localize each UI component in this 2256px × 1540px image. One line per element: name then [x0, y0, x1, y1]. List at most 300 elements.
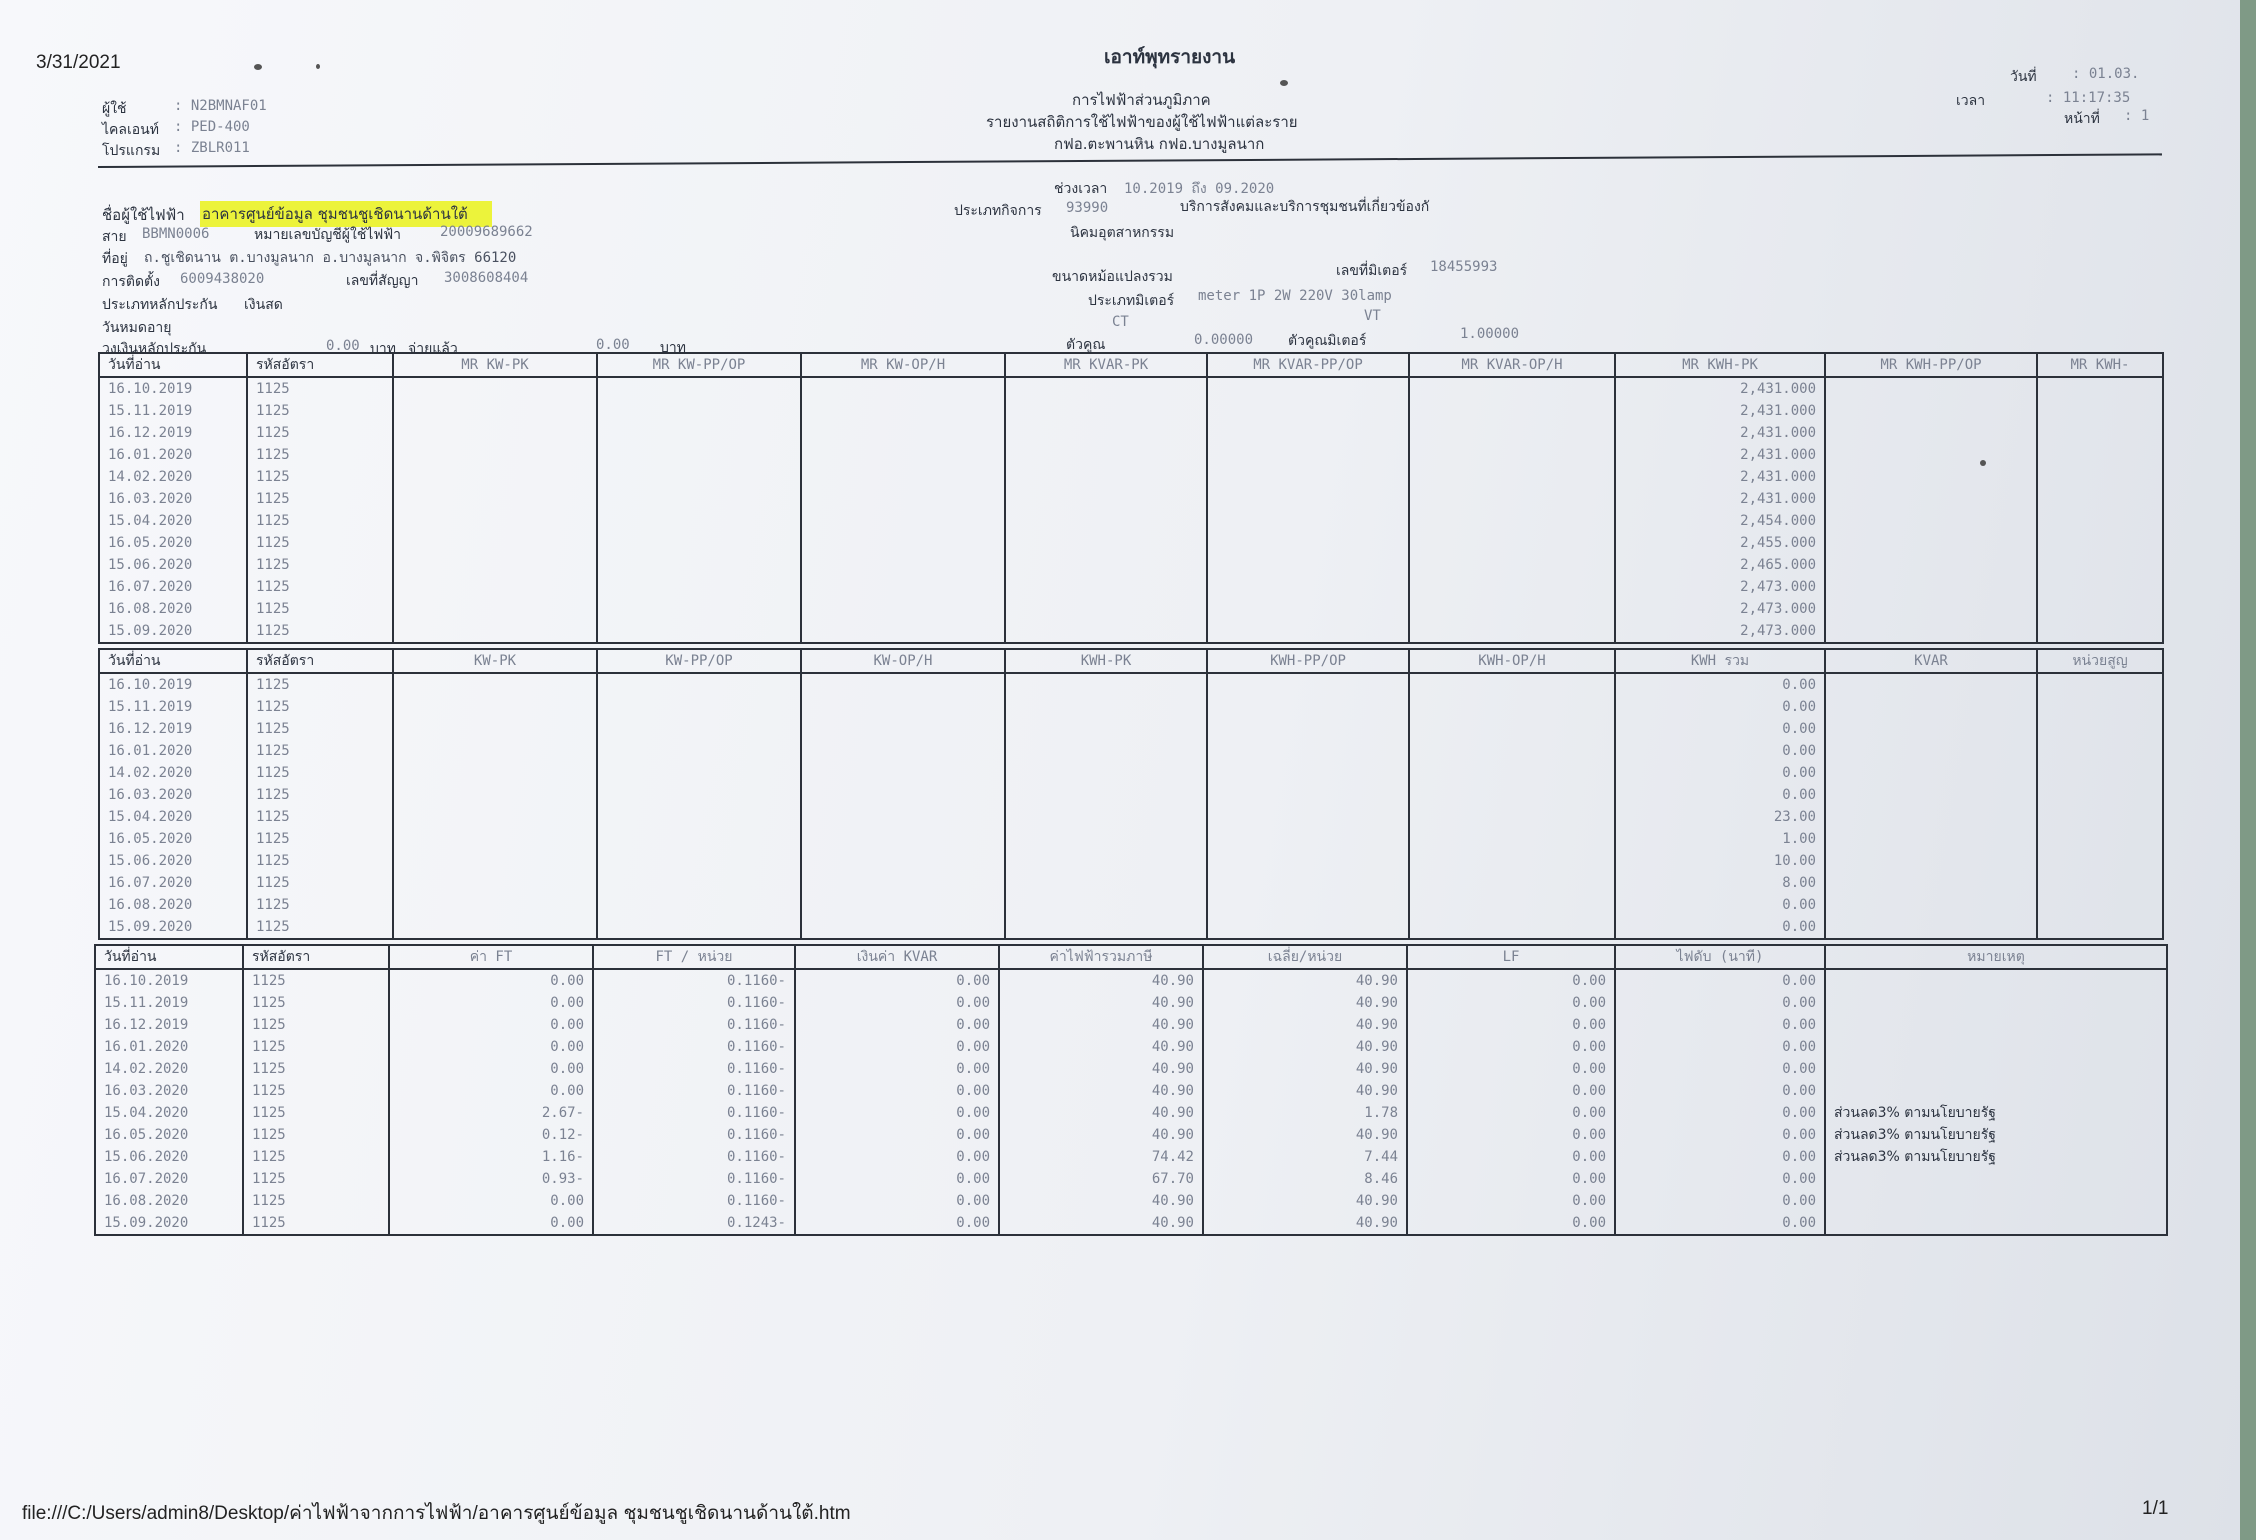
table-cell: 16.03.2020 [95, 1080, 243, 1102]
table-cell: 40.90 [999, 1058, 1203, 1080]
table-cell: 16.07.2020 [99, 872, 247, 894]
table-cell [1825, 916, 2037, 939]
table-cell: 15.06.2020 [95, 1146, 243, 1168]
table-cell: 0.1160- [593, 1190, 795, 1212]
table-cell: 74.42 [999, 1146, 1203, 1168]
table-cell: 0.1160- [593, 1014, 795, 1036]
table-cell [1825, 444, 2037, 466]
table-row [99, 532, 2163, 554]
table-cell [1825, 1080, 2167, 1102]
table-cell: 16.10.2019 [99, 673, 247, 696]
table-row [95, 1212, 2167, 1235]
table-cell [597, 718, 801, 740]
table-cell: 16.05.2020 [99, 828, 247, 850]
table-row [99, 806, 2163, 828]
table-cell: 15.04.2020 [99, 806, 247, 828]
table-cell [1825, 598, 2037, 620]
meter-multiplier-label: ตัวคูณมิเตอร์ [1288, 333, 1367, 349]
table-cell: 0.00 [1407, 1168, 1615, 1190]
table-cell [2037, 718, 2163, 740]
table-cell: ส่วนลด3% ตามนโยบายรัฐ [1825, 1102, 2167, 1124]
column-header: MR KW-PK [393, 353, 597, 377]
table-cell: 0.00 [389, 969, 593, 992]
table-cell [2037, 696, 2163, 718]
table-cell: 0.00 [795, 1212, 999, 1235]
table-cell: 0.00 [1407, 1146, 1615, 1168]
table-cell: 1125 [247, 828, 393, 850]
table-cell: 2,431.000 [1615, 377, 1825, 400]
table-cell: 16.10.2019 [99, 377, 247, 400]
table-cell: 2,454.000 [1615, 510, 1825, 532]
page-label: หน้าที่ [2064, 111, 2100, 127]
table-cell [393, 784, 597, 806]
table-cell [393, 916, 597, 939]
table-row [99, 850, 2163, 872]
time-value: : 11:17:35 [2046, 90, 2131, 106]
table-cell [801, 422, 1005, 444]
table-cell [1005, 598, 1207, 620]
table-cell [1207, 620, 1409, 643]
table-cell: 1.78 [1203, 1102, 1407, 1124]
account-value: 20009689662 [440, 224, 533, 240]
table-cell [801, 894, 1005, 916]
table-cell: 14.02.2020 [99, 466, 247, 488]
table-row [95, 1168, 2167, 1190]
table-cell [801, 510, 1005, 532]
table-cell [1207, 828, 1409, 850]
table-cell [393, 762, 597, 784]
table-cell: 0.00 [1615, 1146, 1825, 1168]
table-cell: 15.09.2020 [99, 916, 247, 939]
table-cell: 16.03.2020 [99, 784, 247, 806]
table-cell: 16.12.2019 [99, 422, 247, 444]
column-header: KWH รวม [1615, 649, 1825, 673]
table-cell: 16.01.2020 [99, 740, 247, 762]
table-cell: 0.00 [1615, 1014, 1825, 1036]
table-cell [2037, 532, 2163, 554]
table-cell [2037, 784, 2163, 806]
table-cell [2037, 422, 2163, 444]
table-cell: 0.00 [1615, 1124, 1825, 1146]
table-cell [1409, 872, 1615, 894]
table-cell [1825, 576, 2037, 598]
table-cell: 1125 [247, 806, 393, 828]
table-cell: 0.00 [1407, 1014, 1615, 1036]
table-cell [801, 673, 1005, 696]
column-header: MR KVAR-PK [1005, 353, 1207, 377]
table-cell: 16.01.2020 [95, 1036, 243, 1058]
table-cell [597, 916, 801, 939]
table-cell [801, 598, 1005, 620]
table-cell: 16.07.2020 [99, 576, 247, 598]
table-cell [1005, 620, 1207, 643]
table-cell: ส่วนลด3% ตามนโยบายรัฐ [1825, 1146, 2167, 1168]
table-cell [393, 576, 597, 598]
table-cell: 0.00 [795, 1124, 999, 1146]
column-header: KVAR [1825, 649, 2037, 673]
table-cell [1207, 444, 1409, 466]
table-cell: 0.00 [795, 1102, 999, 1124]
table-cell [1207, 784, 1409, 806]
table-cell: 0.00 [1615, 1168, 1825, 1190]
table-cell: 1125 [247, 576, 393, 598]
table-cell: 1125 [247, 696, 393, 718]
table-cell: 2,473.000 [1615, 576, 1825, 598]
line-label: สาย [102, 229, 127, 245]
column-header: วันที่อ่าน [99, 353, 247, 377]
table-cell [2037, 554, 2163, 576]
table-cell [801, 718, 1005, 740]
table-cell [393, 806, 597, 828]
table-cell: 15.11.2019 [95, 992, 243, 1014]
table-cell [2037, 466, 2163, 488]
client-value: : PED-400 [174, 119, 250, 135]
table-cell: 0.00 [1615, 992, 1825, 1014]
table-cell: 2,431.000 [1615, 488, 1825, 510]
table-cell: 40.90 [1203, 1190, 1407, 1212]
table-cell: 1125 [247, 718, 393, 740]
ink-mark [254, 64, 262, 70]
table-cell: 15.06.2020 [99, 554, 247, 576]
print-file-path: file:///C:/Users/admin8/Desktop/ค่าไฟฟ้าจากการไฟฟ้า/อาคารศูนย์ข้อมูล ชุมชนชูเชิดนานด้านใต้.htm [22, 1503, 851, 1524]
table-cell [597, 620, 801, 643]
table-cell [1207, 806, 1409, 828]
guarantee-amount-label: วงเงินหลักประกัน [102, 341, 207, 357]
table-cell [393, 718, 597, 740]
table-cell: 1125 [243, 992, 389, 1014]
table-cell: 0.00 [795, 1036, 999, 1058]
table-cell [393, 532, 597, 554]
table-cell: 2.67- [389, 1102, 593, 1124]
table-cell: 1125 [243, 1212, 389, 1235]
table-cell [1005, 532, 1207, 554]
column-header: รหัสอัตรา [247, 649, 393, 673]
table-cell: 0.1160- [593, 1168, 795, 1190]
table-cell: 1125 [247, 673, 393, 696]
table-cell: 1125 [243, 1058, 389, 1080]
table-cell: 40.90 [999, 1080, 1203, 1102]
table-cell: 0.00 [1615, 1212, 1825, 1235]
table-row [99, 377, 2163, 400]
table-cell: 40.90 [1203, 969, 1407, 992]
table-cell [1409, 740, 1615, 762]
table-cell: 0.00 [1615, 696, 1825, 718]
column-header: MR KVAR-PP/OP [1207, 353, 1409, 377]
table-cell: 0.12- [389, 1124, 593, 1146]
table-cell: 0.1160- [593, 1102, 795, 1124]
table-row [95, 969, 2167, 992]
ct-label: CT [1112, 314, 1129, 330]
ink-mark [316, 64, 320, 69]
table-cell [1207, 872, 1409, 894]
period-value: 10.2019 ถึง 09.2020 [1124, 181, 1275, 197]
program-label: โปรแกรม [102, 143, 161, 159]
table-cell [1207, 554, 1409, 576]
table-cell [2037, 673, 2163, 696]
energy-usage-table [98, 648, 2164, 940]
table-cell: 0.00 [389, 1190, 593, 1212]
table-cell: 14.02.2020 [95, 1058, 243, 1080]
table-cell: 16.12.2019 [99, 718, 247, 740]
table-cell: 1125 [247, 894, 393, 916]
table-cell: 1125 [247, 598, 393, 620]
column-header: KW-OP/H [801, 649, 1005, 673]
table-cell [1409, 916, 1615, 939]
table-cell [2037, 850, 2163, 872]
table-cell: 2,431.000 [1615, 466, 1825, 488]
multiplier-label: ตัวคูณ [1066, 337, 1106, 353]
column-header: ค่า FT [389, 945, 593, 969]
table-cell [801, 400, 1005, 422]
table-cell [1825, 422, 2037, 444]
table-cell: 1125 [243, 1124, 389, 1146]
table-cell: 1125 [247, 620, 393, 643]
table-cell [1207, 718, 1409, 740]
table-cell: 1125 [243, 1168, 389, 1190]
table-cell [2037, 510, 2163, 532]
table-row [99, 718, 2163, 740]
column-header: วันที่อ่าน [95, 945, 243, 969]
table-cell [2037, 916, 2163, 939]
table-cell [1825, 620, 2037, 643]
table-cell [801, 762, 1005, 784]
branch-name: กฟอ.ตะพานหิน กฟอ.บางมูลนาก [1054, 135, 1265, 153]
table-row [99, 620, 2163, 643]
table-cell [597, 532, 801, 554]
table-cell: 0.00 [1615, 718, 1825, 740]
table-cell [1005, 488, 1207, 510]
table-cell: 15.09.2020 [95, 1212, 243, 1235]
table-cell: 0.00 [1615, 762, 1825, 784]
table-cell [1825, 488, 2037, 510]
table-cell: 0.00 [389, 1080, 593, 1102]
table-cell [1409, 673, 1615, 696]
table-cell [801, 620, 1005, 643]
table-cell: 0.00 [1407, 1058, 1615, 1080]
table-cell: 2,473.000 [1615, 620, 1825, 643]
table-cell [1207, 532, 1409, 554]
table-cell: 40.90 [999, 1102, 1203, 1124]
table-cell: 40.90 [1203, 992, 1407, 1014]
column-header: MR KVAR-OP/H [1409, 353, 1615, 377]
table-cell [1825, 1190, 2167, 1212]
table-cell [597, 444, 801, 466]
table-cell [1825, 1036, 2167, 1058]
table-cell [1825, 466, 2037, 488]
table-cell [597, 828, 801, 850]
table-cell: 0.00 [1407, 1102, 1615, 1124]
column-header: หน่วยสูญ [2037, 649, 2163, 673]
table-cell [1409, 696, 1615, 718]
table-cell [393, 488, 597, 510]
table-cell: 15.09.2020 [99, 620, 247, 643]
table-cell: 0.00 [1407, 1080, 1615, 1102]
table-header-row [99, 649, 2163, 673]
table-cell: 2,431.000 [1615, 400, 1825, 422]
column-header: KWH-PP/OP [1207, 649, 1409, 673]
table-cell [393, 444, 597, 466]
guarantee-amount-value: 0.00 [326, 338, 360, 354]
table-cell: 0.00 [1615, 673, 1825, 696]
table-cell [801, 576, 1005, 598]
table-row [99, 466, 2163, 488]
table-cell [1005, 872, 1207, 894]
table-cell [597, 762, 801, 784]
expire-label: วันหมดอายุ [102, 320, 172, 336]
table-cell: 40.90 [999, 969, 1203, 992]
table-cell [1825, 992, 2167, 1014]
table-cell: ส่วนลด3% ตามนโยบายรัฐ [1825, 1124, 2167, 1146]
meter-type-label: ประเภทมิเตอร์ [1088, 293, 1175, 309]
table-cell [1207, 916, 1409, 939]
table-cell: 40.90 [1203, 1036, 1407, 1058]
table-cell: 0.00 [389, 1058, 593, 1080]
table-cell: 0.00 [1407, 992, 1615, 1014]
table-cell [597, 598, 801, 620]
table-cell: 0.1160- [593, 1080, 795, 1102]
table-cell [1005, 740, 1207, 762]
table-row [99, 488, 2163, 510]
table-cell [597, 784, 801, 806]
table-cell: 0.00 [1615, 740, 1825, 762]
table-row [99, 828, 2163, 850]
table-row [99, 576, 2163, 598]
table-cell: 40.90 [999, 1014, 1203, 1036]
table-cell [1825, 828, 2037, 850]
table-cell: 2,431.000 [1615, 444, 1825, 466]
paid-value: 0.00 [596, 337, 630, 353]
table-cell [801, 784, 1005, 806]
report-name: รายงานสถิติการใช้ไฟฟ้าของผู้ใช้ไฟฟ้าแต่ละราย [986, 113, 1298, 131]
table-row [95, 1124, 2167, 1146]
table-cell: 2,465.000 [1615, 554, 1825, 576]
table-cell: 2,431.000 [1615, 422, 1825, 444]
table-row [99, 894, 2163, 916]
table-cell: 16.05.2020 [99, 532, 247, 554]
install-value: 6009438020 [180, 271, 265, 287]
table-cell: 1125 [243, 1102, 389, 1124]
customer-label: ชื่อผู้ใช้ไฟฟ้า [102, 206, 185, 224]
table-cell [393, 872, 597, 894]
table-row [95, 1036, 2167, 1058]
table-cell [1207, 762, 1409, 784]
table-cell: 0.00 [1615, 916, 1825, 939]
column-header: KWH-OP/H [1409, 649, 1615, 673]
table-cell [393, 620, 597, 643]
table-row [99, 673, 2163, 696]
table-cell: 0.00 [389, 1036, 593, 1058]
transformer-label: ขนาดหม้อแปลงรวม [1052, 269, 1173, 285]
table-cell: 0.1160- [593, 1058, 795, 1080]
meter-no-label: เลขที่มิเตอร์ [1336, 263, 1408, 279]
table-cell [1825, 718, 2037, 740]
table-cell: 15.04.2020 [99, 510, 247, 532]
table-row [95, 1080, 2167, 1102]
table-cell: 40.90 [1203, 1080, 1407, 1102]
table-cell: 40.90 [1203, 1212, 1407, 1235]
table-cell [1005, 828, 1207, 850]
table-cell [1207, 466, 1409, 488]
baht-label: บาท [660, 340, 686, 356]
table-cell: 1125 [243, 1146, 389, 1168]
table-cell [597, 696, 801, 718]
business-value: 93990 [1066, 200, 1109, 216]
table-cell: 2,455.000 [1615, 532, 1825, 554]
table-cell: 0.00 [795, 1168, 999, 1190]
table-cell [2037, 762, 2163, 784]
table-cell: 16.08.2020 [99, 894, 247, 916]
table-cell [801, 828, 1005, 850]
table-cell [801, 740, 1005, 762]
baht-label: บาท [370, 341, 396, 357]
table-cell [2037, 444, 2163, 466]
guarantee-type-value: เงินสด [244, 297, 283, 313]
column-header: ค่าไฟฟ้ารวมภาษี [999, 945, 1203, 969]
table-cell [1207, 576, 1409, 598]
table-cell: 7.44 [1203, 1146, 1407, 1168]
table-cell [801, 850, 1005, 872]
table-cell: 0.1160- [593, 969, 795, 992]
table-cell: 0.00 [1615, 1102, 1825, 1124]
table-cell [1825, 806, 2037, 828]
table-cell: 1125 [247, 488, 393, 510]
table-cell [597, 377, 801, 400]
table-cell: 40.90 [1203, 1058, 1407, 1080]
table-cell [2037, 620, 2163, 643]
table-cell [1207, 400, 1409, 422]
table-cell [597, 510, 801, 532]
table-cell: 40.90 [1203, 1014, 1407, 1036]
table-cell: 0.00 [1615, 1080, 1825, 1102]
table-cell [1409, 784, 1615, 806]
table-cell [1005, 894, 1207, 916]
table-cell: 1125 [247, 762, 393, 784]
table-cell [393, 894, 597, 916]
table-cell: 16.08.2020 [99, 598, 247, 620]
table-cell: 0.00 [1407, 1190, 1615, 1212]
table-cell: 0.1160- [593, 992, 795, 1014]
table-row [99, 740, 2163, 762]
meter-multiplier-value: 1.00000 [1460, 326, 1520, 342]
ink-mark [1280, 80, 1288, 86]
paid-label: จ่ายแล้ว [408, 341, 458, 357]
table-cell [1409, 532, 1615, 554]
user-value: : N2BMNAF01 [174, 98, 267, 114]
table-cell: 1.16- [389, 1146, 593, 1168]
table-cell: 1125 [243, 1036, 389, 1058]
table-cell [1207, 488, 1409, 510]
meter-type-value: meter 1P 2W 220V 30lamp [1198, 288, 1392, 304]
table-cell: 16.05.2020 [95, 1124, 243, 1146]
table-cell: 0.00 [1615, 1190, 1825, 1212]
table-cell: 0.00 [1615, 969, 1825, 992]
table-row [99, 916, 2163, 939]
table-row [99, 872, 2163, 894]
install-label: การติดตั้ง [102, 274, 160, 290]
address-label: ที่อยู่ [102, 251, 128, 267]
table-cell: 0.1243- [593, 1212, 795, 1235]
table-cell: 10.00 [1615, 850, 1825, 872]
column-header: รหัสอัตรา [247, 353, 393, 377]
industrial-estate-label: นิคมอุตสาหกรรม [1070, 225, 1175, 241]
table-cell [801, 806, 1005, 828]
table-cell [1825, 850, 2037, 872]
table-header-row [95, 945, 2167, 969]
column-header: เฉลี่ย/หน่วย [1203, 945, 1407, 969]
table-cell [1409, 444, 1615, 466]
table-cell: 16.10.2019 [95, 969, 243, 992]
table-cell: 1125 [247, 554, 393, 576]
